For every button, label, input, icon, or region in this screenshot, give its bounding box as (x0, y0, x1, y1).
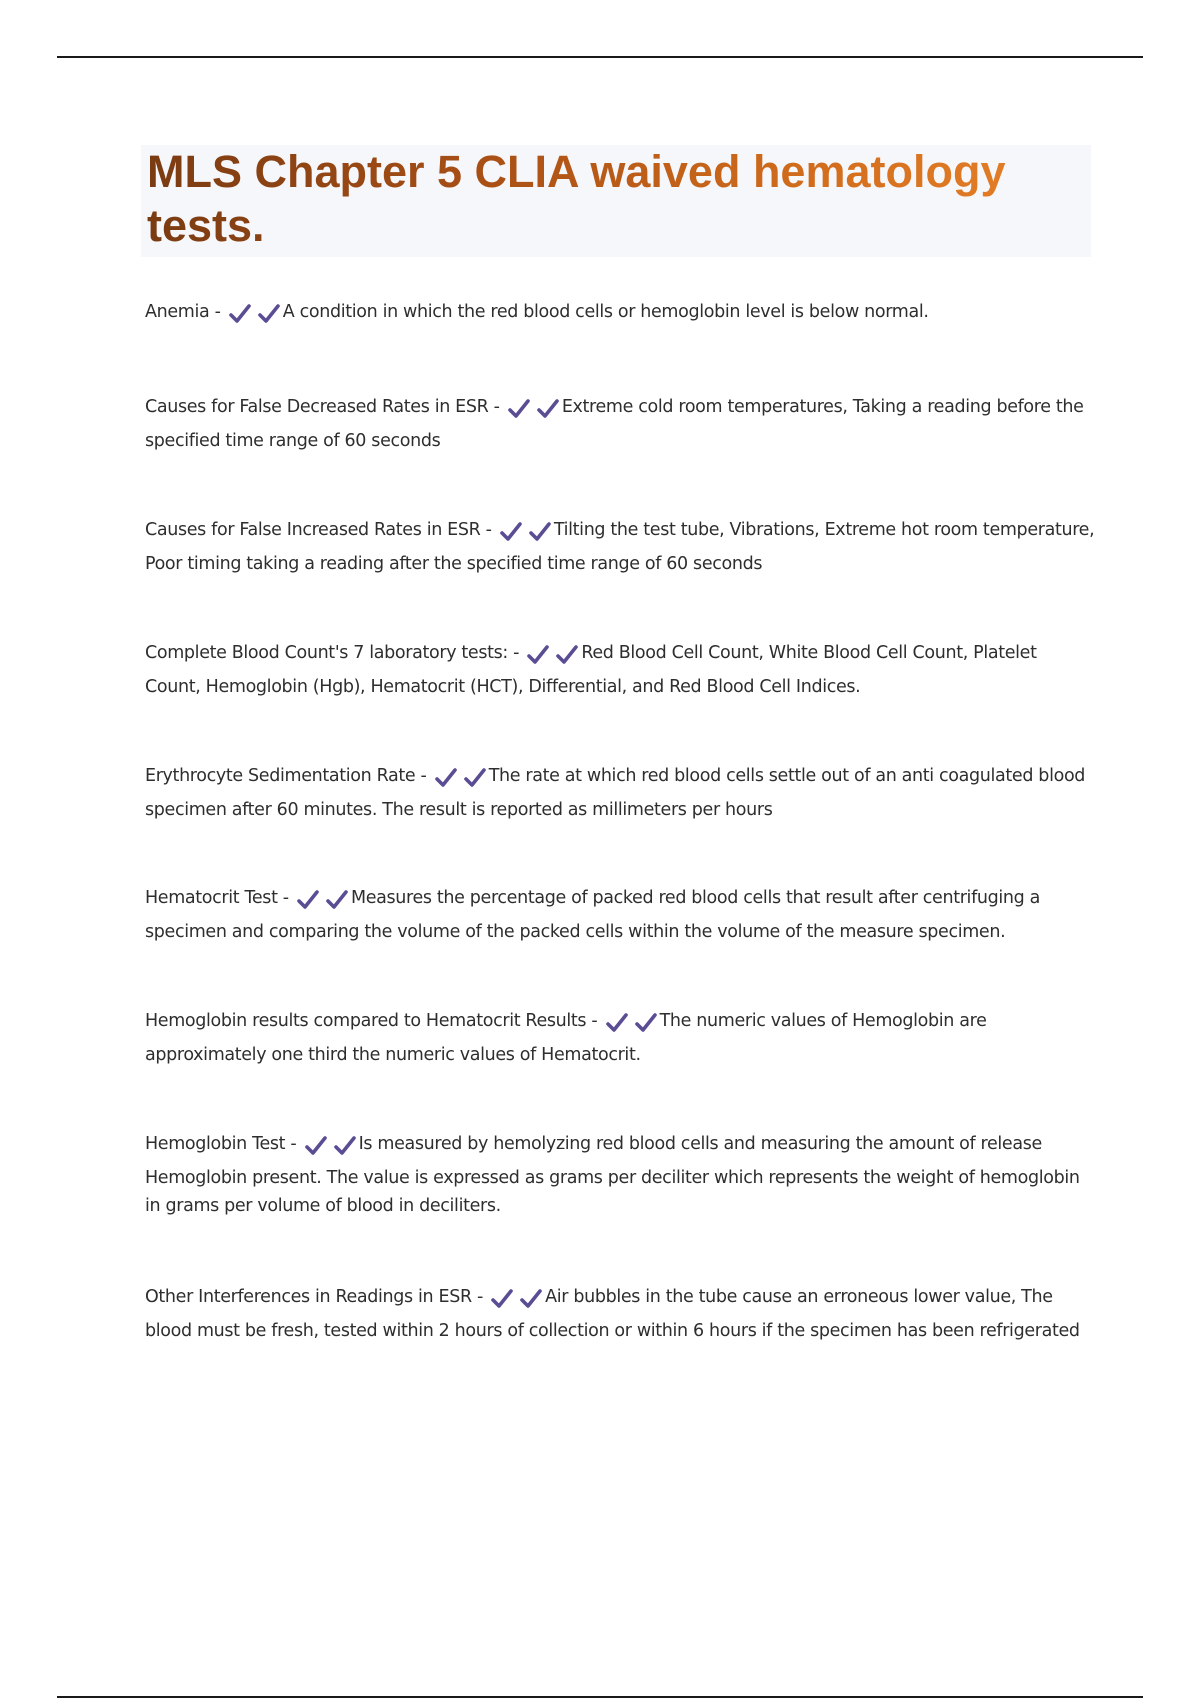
entry-cbc-tests (145, 639, 1095, 701)
double-check-mark-icon (434, 767, 487, 796)
entry-hemoglobin-test (145, 1130, 1095, 1221)
entry-term: Erythrocyte Sedimentation Rate - (145, 766, 432, 786)
title-block (141, 145, 1091, 257)
entry-anemia (145, 298, 1095, 332)
entry-term: Other Interferences in Readings in ESR - (145, 1287, 489, 1307)
entry-esr-false-decreased (145, 393, 1095, 455)
double-check-mark-icon (526, 644, 579, 673)
entry-esr-false-increased (145, 516, 1095, 578)
entry-definition: Air bubbles in the tube cause an erroneous lower value, The blood must be fresh, tested within 2 hours of collection or within 6 hours if the specimen has been refrigerated (145, 1287, 1080, 1341)
entry-term: Hemoglobin Test - (145, 1134, 302, 1154)
double-check-mark-icon (228, 303, 281, 332)
double-check-mark-icon (304, 1135, 357, 1164)
entry-term: Hemoglobin results compared to Hematocrit Results - (145, 1011, 603, 1031)
top-rule (57, 56, 1143, 58)
entry-definition: Tilting the test tube, Vibrations, Extreme hot room temperature, Poor timing taking a reading after the specified time range of 60 seconds (145, 520, 1095, 574)
entry-definition: Extreme cold room temperatures, Taking a reading before the specified time range of 60 seconds (145, 397, 1084, 451)
double-check-mark-icon (507, 398, 560, 427)
entry-definition: Is measured by hemolyzing red blood cells and measuring the amount of release Hemoglobin present. The value is expressed as grams per deciliter which represents the weight of hemoglobin in grams per volume of blood in deciliters. (145, 1134, 1080, 1216)
entry-term: Anemia - (145, 302, 226, 322)
double-check-mark-icon (605, 1012, 658, 1041)
entry-hgb-vs-hct (145, 1007, 1095, 1069)
document-title: MLS Chapter 5 CLIA waived hematology tests. (147, 145, 1085, 253)
entry-esr-interferences (145, 1283, 1095, 1345)
entry-term: Hematocrit Test - (145, 888, 294, 908)
entry-term: Causes for False Increased Rates in ESR - (145, 520, 497, 540)
entry-definition: The rate at which red blood cells settle out of an anti coagulated blood specimen after 60 minutes. The result is reported as millimeters per hours (145, 766, 1086, 820)
entry-esr (145, 762, 1095, 824)
entry-definition: The numeric values of Hemoglobin are approximately one third the numeric values of Hematocrit. (145, 1011, 987, 1065)
entry-term: Causes for False Decreased Rates in ESR - (145, 397, 505, 417)
double-check-mark-icon (490, 1288, 543, 1317)
bottom-rule (57, 1696, 1143, 1698)
entry-hematocrit-test (145, 884, 1095, 946)
entry-term: Complete Blood Count's 7 laboratory tests: - (145, 643, 525, 663)
double-check-mark-icon (499, 521, 552, 550)
double-check-mark-icon (296, 889, 349, 918)
entry-definition: Measures the percentage of packed red blood cells that result after centrifuging a specimen and comparing the volume of the packed cells within the volume of the measure specimen. (145, 888, 1040, 942)
entry-definition: Red Blood Cell Count, White Blood Cell Count, Platelet Count, Hemoglobin (Hgb), Hematocrit (HCT), Differential, and Red Blood Cell Indices. (145, 643, 1037, 697)
entry-definition: A condition in which the red blood cells or hemoglobin level is below normal. (282, 302, 929, 322)
